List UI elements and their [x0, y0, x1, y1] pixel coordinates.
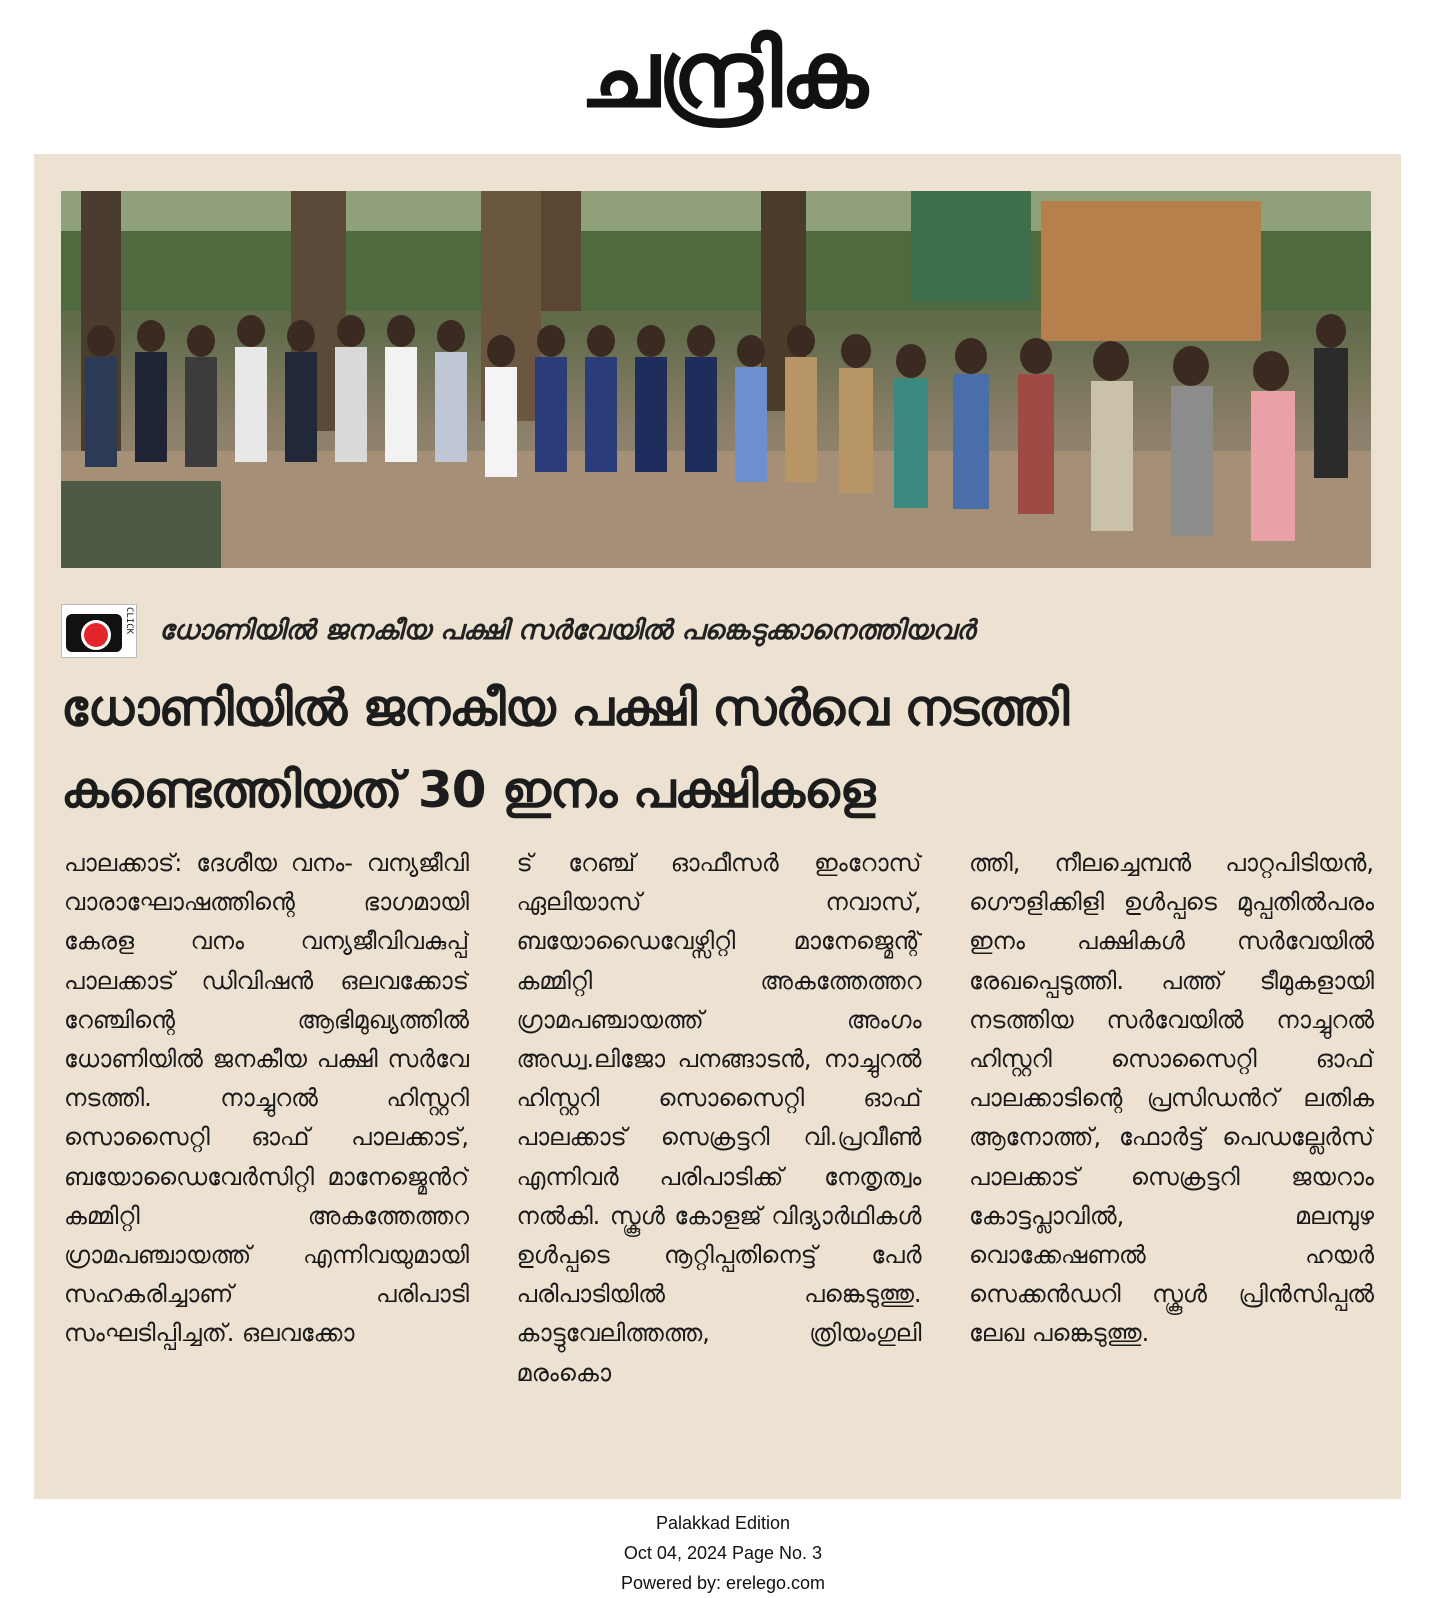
group-photo [61, 191, 1371, 568]
headline-line-2: കണ്ടെത്തിയത് 30 ഇനം പക്ഷികളെ [61, 761, 875, 819]
edition-name: Palakkad Edition [655, 1513, 791, 1533]
article-column-3: ത്തി, നീലച്ചെമ്പൻ പാറ്റപിടിയൻ, ഗൌളിക്കിളി ഉൾപ്പടെ മുപ്പതിൽപരം ഇനം പക്ഷികൾ സർവേയിൽ രേഖപ്പെടുത്തി. പത്ത് ടീമുകളായി നടത്തിയ സർവേയിൽ നാച്ചുറൽ ഹിസ്റ്ററി സൊസൈറ്റി ഓഫ് പാലക്കാടിന്റെ പ്രസിഡൻറ് ലതിക ആനോത്ത്, ഫോർട്ട് പെഡല്ലേർസ് പാലക്കാട് സെക്രട്ടറി ജയറാം കോട്ടപ്ലാവിൽ, മലമ്പുഴ വൊക്കേഷണൽ ഹയർ സെക്കൻഡറി സ്കൂൾ പ്രിൻസിപ്പൽ ലേഖ പങ്കെടുത്തു. [969, 849, 1374, 1348]
masthead [0, 0, 1446, 150]
headline-line-1: ധോണിയിൽ ജനകീയ പക്ഷി സർവെ നടത്തി [61, 679, 1069, 737]
click-badge: CLICK [124, 607, 134, 635]
edition-date-page: Oct 04, 2024 Page No. 3 [623, 1543, 823, 1563]
camera-icon [61, 604, 137, 658]
newspaper-logo: ചന്ദ്രിക [580, 20, 866, 128]
group-photo-illustration [61, 191, 1371, 568]
photo-caption-row [61, 601, 1371, 661]
article-column-2: ട് റേഞ്ച് ഓഫീസർ ഇംറോസ് ഏലിയാസ് നവാസ്, ബയോഡൈവേഴ്സിറ്റി മാനേജ്മെന്റ് കമ്മിറ്റി അകത്തേത്തറ ഗ്രാമപഞ്ചായത്ത് അംഗം അഡ്വ.ലിജോ പനങ്ങാടൻ, നാച്ചുറൽ ഹിസ്റ്ററി സൊസൈറ്റി ഓഫ് പാലക്കാട് സെക്രട്ടറി വി.പ്രവീൺ എന്നിവർ പരിപാടിക്ക് നേതൃത്വം നൽകി. സ്കൂൾ കോളജ് വിദ്യാർഥികൾ ഉൾപ്പടെ നൂറ്റിപ്പതിനെട്ട് പേർ പരിപാടിയിൽ പങ്കെടുത്തു. കാട്ടുവേലിത്തത്ത, ത്രിയംഗുലി മരംകൊ [516, 849, 922, 1387]
edition-footer [0, 1508, 1446, 1598]
news-clipping [34, 154, 1401, 1499]
powered-by: Powered by: erelego.com [620, 1573, 826, 1593]
headline [61, 667, 1371, 831]
photo-caption: ധോണിയിൽ ജനകീയ പക്ഷി സർവേയിൽ പങ്കെടുക്കാനെത്തിയവർ [159, 615, 975, 646]
article-body [64, 844, 1374, 1444]
article-column-1: പാലക്കാട്: ദേശീയ വനം- വന്യജീവി വാരാഘോഷത്തിന്റെ ഭാഗമായി കേരള വനം വന്യജീവിവകുപ്പ് പാലക്കാട് ഡിവിഷൻ ഒലവക്കോട് റേഞ്ചിന്റെ ആഭിമുഖ്യത്തിൽ ധോണിയിൽ ജനകീയ പക്ഷി സർവേ നടത്തി. നാച്ചുറൽ ഹിസ്റ്ററി സൊസൈറ്റി ഓഫ് പാലക്കാട്, ബയോഡൈവേർസിറ്റി മാനേജ്മെൻറ് കമ്മിറ്റി അകത്തേത്തറ ഗ്രാമപഞ്ചായത്ത് എന്നിവയുമായി സഹകരിച്ചാണ് പരിപാടി സംഘടിപ്പിച്ചത്. ഒലവക്കോ [64, 849, 469, 1348]
